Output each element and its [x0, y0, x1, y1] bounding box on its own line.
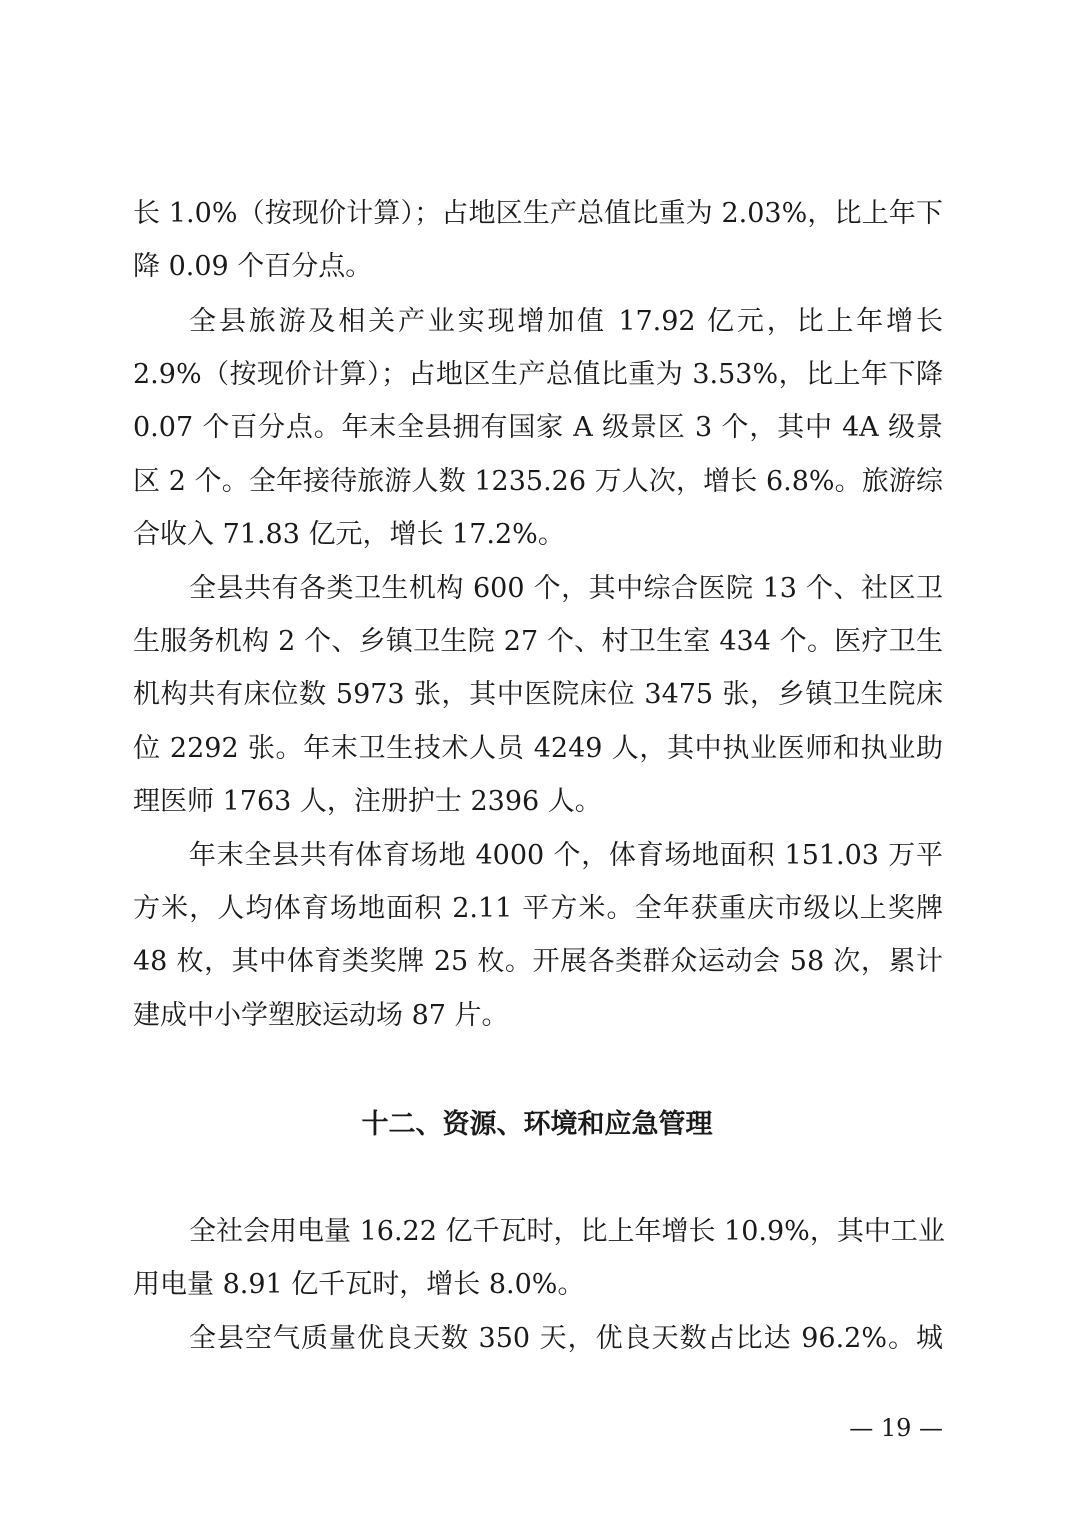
text-line: 全县旅游及相关产业实现增加值 17.92 亿元，比上年增长 [189, 306, 943, 337]
text-line: 理医师 1763 人，注册护士 2396 人。 [133, 786, 602, 817]
text-line: 位 2292 张。年末卫生技术人员 4249 人，其中执业医师和执业助 [133, 733, 943, 764]
section-heading: 十二、资源、环境和应急管理 [361, 1109, 713, 1140]
text-line: 长 1.0%（按现价计算）；占地区生产总值比重为 2.03%，比上年下 [133, 198, 943, 229]
text-line: 方米，人均体育场地面积 2.11 平方米。全年获重庆市级以上奖牌 [133, 893, 943, 924]
text-line: 全县空气质量优良天数 350 天，优良天数占比达 96.2%。城 [189, 1323, 943, 1354]
text-line: 48 枚，其中体育类奖牌 25 枚。开展各类群众运动会 58 次，累计 [133, 946, 943, 977]
text-line: 区 2 个。全年接待旅游人数 1235.26 万人次，增长 6.8%。旅游综 [133, 466, 943, 497]
text-line: 生服务机构 2 个、乡镇卫生院 27 个、村卫生室 434 个。医疗卫生 [133, 626, 943, 657]
text-line: 用电量 8.91 亿千瓦时，增长 8.0%。 [133, 1269, 585, 1300]
text-line: 机构共有床位数 5973 张，其中医院床位 3475 张，乡镇卫生院床 [133, 679, 943, 710]
text-line: 建成中小学塑胶运动场 87 片。 [133, 1000, 509, 1031]
text-line: 年末全县共有体育场地 4000 个，体育场地面积 151.03 万平 [189, 840, 943, 871]
text-line: 全社会用电量 16.22 亿千瓦时，比上年增长 10.9%，其中工业 [189, 1216, 945, 1247]
text-line: 2.9%（按现价计算）；占地区生产总值比重为 3.53%，比上年下降 [133, 359, 943, 390]
text-line: 合收入 71.83 亿元，增长 17.2%。 [133, 519, 565, 550]
page-number: — 19 — [849, 1414, 943, 1442]
text-line: 全县共有各类卫生机构 600 个，其中综合医院 13 个、社区卫 [189, 573, 943, 604]
text-line: 0.07 个百分点。年末全县拥有国家 A 级景区 3 个，其中 4A 级景 [133, 412, 943, 443]
text-line: 降 0.09 个百分点。 [133, 251, 373, 282]
